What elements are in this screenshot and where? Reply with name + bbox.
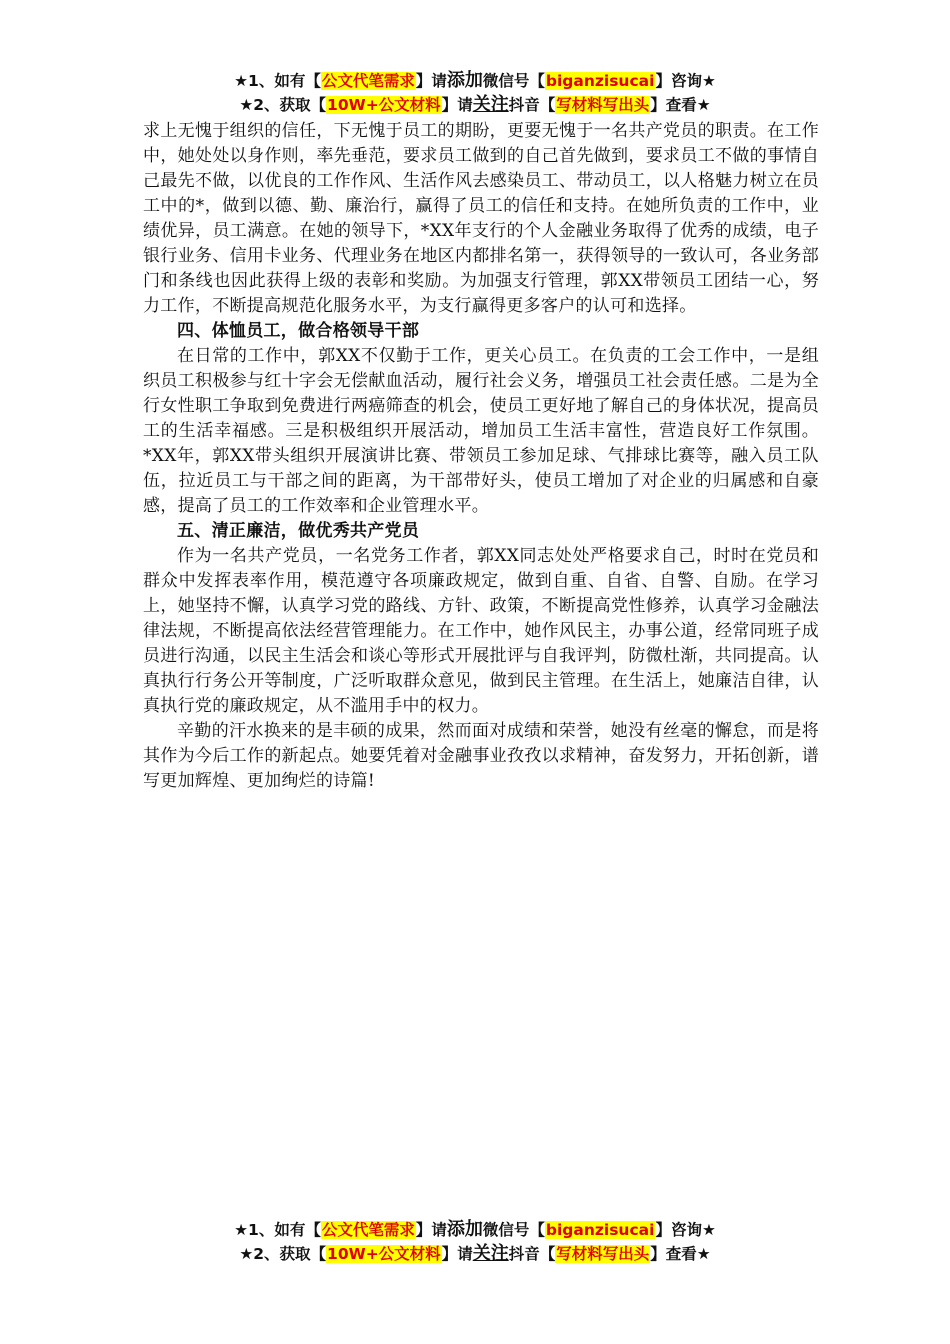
paragraph-care-staff: 在日常的工作中，郭XX不仅勤于工作，更关心员工。在负责的工会工作中，一是组织员工积极参与红十字会无偿献血活动，履行社会义务，增强员工社会责任感。二是为全行女性职工争取到免费进行两癌筛查的机会，使员工更好地了解自己的身体状况，提高员工的生活幸福感。三是积极组织开展活动，增加员工生活丰富性，营造良好工作氛围。*XX年，郭XX带头组织开展演讲比赛、带领员工参加足球、气排球比赛等，融入员工队伍，拉近员工与干部之间的距离，为干部带好头，使员工增加了对企业的归属感和自豪感，提高了员工的工作效率和企业管理水平。 bbox=[143, 346, 819, 516]
footer-line-1-prefix: ★1、如有【 bbox=[234, 1221, 321, 1239]
header-line-2-mid: 】请 bbox=[441, 96, 473, 114]
header-line-2-highlight-materials: 10W+公文材料 bbox=[327, 96, 441, 114]
footer-line-1-highlight-wechat: biganzisucai bbox=[545, 1221, 655, 1239]
paragraph-conclusion: 辛勤的汗水换来的是丰硕的成果，然而面对成绩和荣誉，她没有丝毫的懈怠，而是将其作为今后工作的新起点。她要凭着对金融事业孜孜以求精神，奋发努力，开拓创新，谱写更加辉煌、更加绚烂的诗篇! bbox=[143, 721, 819, 791]
header-line-2-suffix: 】查看★ bbox=[650, 96, 711, 114]
header-banner bbox=[0, 69, 950, 117]
footer-line-2-emph: 关注 bbox=[472, 1243, 509, 1264]
footer-line-1-suffix: 】咨询★ bbox=[655, 1221, 716, 1239]
header-line-2-emph: 关注 bbox=[472, 94, 509, 115]
header-line-1-mid2: 微信号【 bbox=[482, 72, 545, 90]
header-line-1-mid: 】请 bbox=[415, 72, 447, 90]
footer-line-2-mid: 】请 bbox=[441, 1245, 473, 1263]
footer-line-2-mid2: 抖音【 bbox=[508, 1245, 556, 1263]
header-line-2-highlight-douyin: 写材料写出头 bbox=[556, 96, 650, 114]
footer-banner bbox=[0, 1218, 950, 1266]
header-line-2 bbox=[0, 93, 950, 117]
footer-line-1 bbox=[0, 1218, 950, 1242]
header-line-1-suffix: 】咨询★ bbox=[655, 72, 716, 90]
header-line-1-emph: 添加 bbox=[446, 70, 483, 91]
footer-line-1-mid: 】请 bbox=[415, 1221, 447, 1239]
document-body bbox=[143, 119, 819, 794]
header-line-1-prefix: ★1、如有【 bbox=[234, 72, 321, 90]
header-line-1 bbox=[0, 69, 950, 93]
footer-line-1-emph: 添加 bbox=[446, 1219, 483, 1240]
paragraph-leadership: 求上无愧于组织的信任，下无愧于员工的期盼，更要无愧于一名共产党员的职责。在工作中，她处处以身作则，率先垂范，要求员工做到的自己首先做到，要求员工不做的事情自己最先不做，以优良的工作作风、生活作风去感染员工、带动员工，以人格魅力树立在员工中的*，做到以德、勤、廉治行，赢得了员工的信任和支持。在她所负责的工作中，业绩优异，员工满意。在她的领导下，*XX年支行的个人金融业务取得了优秀的成绩，电子银行业务、信用卡业务、代理业务在地区内都排名第一，获得领导的一致认可，各业务部门和条线也因此获得上级的表彰和奖励。为加强支行管理，郭XX带领员工团结一心，努力工作，不断提高规范化服务水平，为支行赢得更多客户的认可和选择。 bbox=[143, 121, 819, 316]
header-line-1-highlight-wechat: biganzisucai bbox=[545, 72, 655, 90]
footer-line-2-prefix: ★2、获取【 bbox=[239, 1245, 327, 1263]
header-line-2-mid2: 抖音【 bbox=[508, 96, 556, 114]
footer-line-1-mid2: 微信号【 bbox=[482, 1221, 545, 1239]
footer-line-2 bbox=[0, 1242, 950, 1266]
footer-line-1-highlight-service: 公文代笔需求 bbox=[321, 1221, 415, 1239]
section-heading-4: 四、体恤员工，做合格领导干部 bbox=[177, 321, 420, 341]
footer-line-2-highlight-materials: 10W+公文材料 bbox=[327, 1245, 441, 1263]
footer-line-2-suffix: 】查看★ bbox=[650, 1245, 711, 1263]
header-line-1-highlight-service: 公文代笔需求 bbox=[321, 72, 415, 90]
footer-line-2-highlight-douyin: 写材料写出头 bbox=[556, 1245, 650, 1263]
header-line-2-prefix: ★2、获取【 bbox=[239, 96, 327, 114]
section-heading-5: 五、清正廉洁，做优秀共产党员 bbox=[177, 521, 420, 541]
paragraph-integrity: 作为一名共产党员，一名党务工作者，郭XX同志处处严格要求自己，时时在党员和群众中发挥表率作用，模范遵守各项廉政规定，做到自重、自省、自警、自励。在学习上，她坚持不懈，认真学习党的路线、方针、政策，不断提高党性修养，认真学习金融法律法规，不断提高依法经营管理能力。在工作中，她作风民主，办事公道，经常同班子成员进行沟通，以民主生活会和谈心等形式开展批评与自我评判，防微杜渐，共同提高。认真执行行务公开等制度，广泛听取群众意见，做到民主管理。在生活上，她廉洁自律，认真执行党的廉政规定，从不滥用手中的权力。 bbox=[143, 546, 819, 716]
